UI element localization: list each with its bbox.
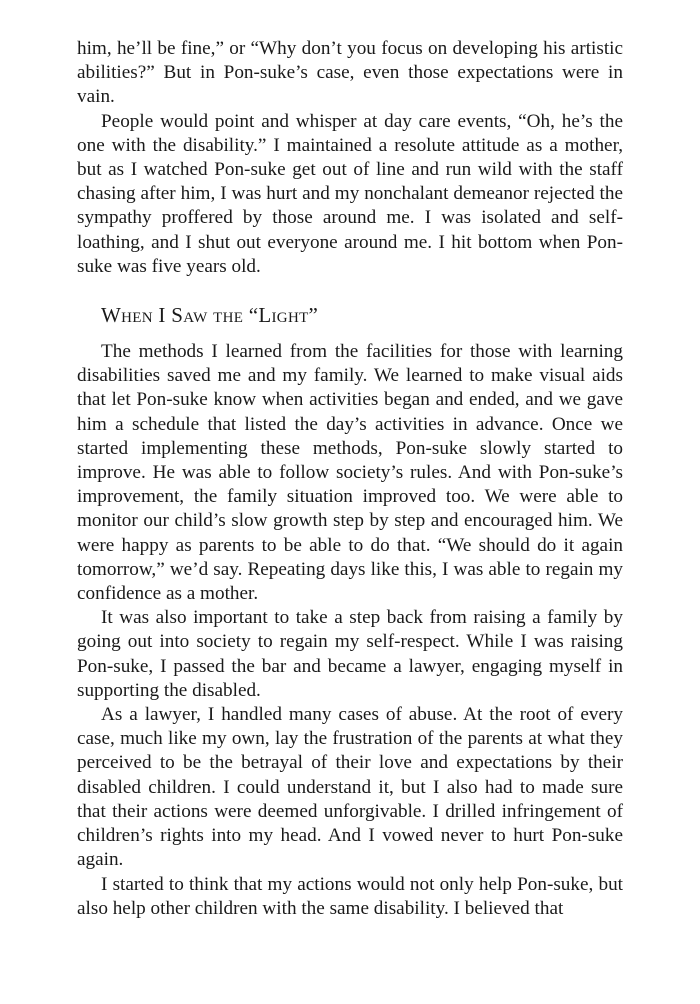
section-heading: When I Saw the “Light” (101, 303, 319, 328)
paragraph-methods: The methods I learned from the facilities for those with learning disabilities saved me and my family. We learned to make visual aids that let Pon-suke know when activities began and ended, and we gave him a schedule that listed the day’s activities in advance. Once we started implementing these methods, Pon-suke slowly started to improve. He was able to follow society’s rules. And with Pon-suke’s improvement, the family situation improved too. We were able to monitor our child’s slow growth step by step and encouraged him. We were happy as parents to be able to do that. “We should do it again tomorrow,” we’d say. Repeating days like this, I was able to regain my confidence as a mother. (77, 341, 623, 605)
paragraph-lawyer: As a lawyer, I handled many cases of abuse. At the root of every case, much like my own, lay the frustration of the parents at what they perceived to be the betrayal of their love and expectations by their disabled children. I could understand it, but I also had to made sure that their actions were deemed unforgivable. I drilled infringement of children’s rights into my head. And I vowed never to hurt Pon-suke again. (77, 704, 623, 871)
paragraph-continued: him, he’ll be fine,” or “Why don’t you focus on developing his artistic abilities?” But in Pon-suke’s case, even those expectations were in vain. (77, 38, 623, 108)
paragraph-day-care: People would point and whisper at day care events, “Oh, he’s the one with the disability.” I maintained a resolute attitude as a mother, but as I watched Pon-suke get out of line and run wild with the staff chasing after him, I was hurt and my nonchalant demeanor rejected the sympathy proffered by those around me. I was isolated and self-loathing, and I shut out everyone around me. I hit bottom when Pon-suke was five years old. (77, 110, 623, 277)
paragraph-self-respect: It was also important to take a step back from raising a family by going out into society to regain my self-respect. While I was raising Pon-suke, I passed the bar and became a lawyer, engaging myself in supporting the disabled. (77, 607, 623, 701)
paragraph-belief: I started to think that my actions would not only help Pon-suke, but also help other children with the same disability. I believed that (77, 873, 623, 919)
book-page (77, 37, 623, 921)
